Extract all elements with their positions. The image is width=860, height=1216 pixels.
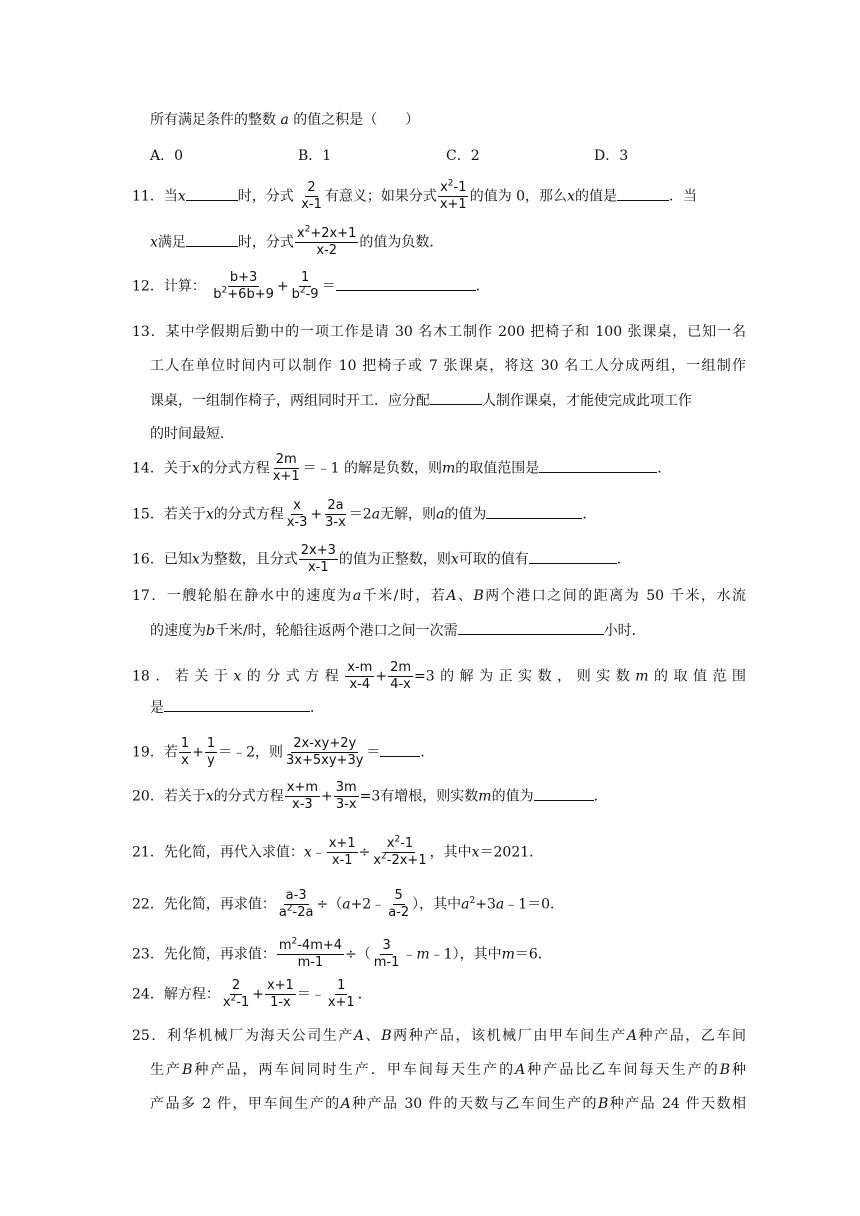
fraction	[277, 888, 316, 921]
text: 、	[456, 588, 474, 604]
fraction	[284, 736, 365, 769]
numerator: x	[293, 498, 301, 513]
text: ＝2	[348, 506, 372, 523]
answer-blank	[430, 390, 482, 405]
question-11	[132, 180, 697, 213]
term: x	[296, 226, 305, 241]
term: x	[440, 180, 448, 195]
numerator: 2x-xy+2y	[293, 736, 357, 751]
text: 无解，则	[380, 506, 437, 523]
term: -2x+1	[386, 853, 427, 868]
operator: +	[276, 278, 289, 295]
text: ﹣	[402, 946, 417, 963]
question-23	[132, 938, 552, 971]
text: 一艘轮船在静水中的速度为	[166, 588, 353, 604]
question-number: 12．	[132, 278, 164, 295]
question-14	[132, 452, 671, 485]
numerator	[295, 226, 358, 243]
answer-blank	[186, 232, 238, 247]
fraction	[299, 180, 324, 213]
var: x	[150, 234, 158, 251]
text: 若关于	[174, 668, 234, 685]
text: 千米/时，轮船往返两个港口之间一次需	[214, 623, 458, 639]
text: 种产品 24 件天数相	[608, 1096, 747, 1112]
text: 产品多 2 件，甲车间生产的	[150, 1096, 341, 1112]
denominator: x+1	[327, 995, 355, 1010]
var: m	[501, 946, 515, 963]
exponent: 2	[394, 834, 401, 845]
question-number: 17．	[132, 588, 167, 604]
text: 工人在单位时间内可以制作 10 把椅子或 7 张课桌，将这 30 名工人分成两组，一组制作	[150, 358, 746, 374]
text: 当	[163, 188, 178, 205]
numerator: x+1	[266, 978, 294, 993]
text: ．	[475, 278, 490, 295]
var: x	[471, 844, 480, 861]
operator: +	[310, 506, 323, 523]
exponent: 2	[447, 178, 454, 189]
term: b	[213, 287, 222, 302]
question-13-line-2	[150, 356, 746, 376]
intro-text-end: 的值之积是（ ）	[293, 112, 420, 128]
text: 的值是	[574, 188, 617, 205]
denominator: x-3	[286, 515, 308, 530]
text: ．当	[668, 188, 697, 205]
numerator: 2m	[390, 660, 412, 675]
var: a	[371, 506, 381, 523]
var: A	[446, 588, 457, 604]
text: 种产品，乙车间	[636, 1028, 747, 1044]
var: A	[353, 1028, 365, 1044]
text: 的时间最短．	[150, 426, 234, 442]
fraction	[323, 498, 348, 531]
fraction	[277, 938, 344, 971]
text: ．	[357, 986, 372, 1003]
exponent: 2	[286, 903, 293, 914]
question-number: 23．	[132, 946, 164, 963]
text: =3	[359, 788, 381, 805]
fraction	[285, 498, 310, 531]
text: 生产	[150, 1062, 183, 1078]
var: B	[182, 1062, 193, 1078]
var: x	[303, 844, 312, 861]
numerator: x-m	[347, 660, 373, 675]
text: 两个港口之间的距离为 50 千米，水流	[483, 588, 747, 604]
choice-a: A．0	[150, 148, 184, 164]
text: 人制作课桌，才能使完成此项工作	[482, 393, 692, 409]
text: 小时．	[603, 623, 646, 639]
exponent: 2	[381, 851, 387, 862]
numerator: 2m	[275, 452, 297, 467]
question-number: 16．	[132, 551, 164, 568]
text: 的值为 0，那么	[469, 188, 568, 205]
term: x	[373, 853, 382, 868]
denominator: x-1	[331, 853, 353, 868]
term: +6b+9	[227, 287, 274, 302]
numerator: 3m	[335, 780, 357, 795]
denominator: x-1	[307, 560, 329, 575]
denominator	[277, 905, 316, 921]
question-25-line-3	[150, 1094, 746, 1114]
text: 为整数，且分式	[199, 551, 298, 568]
question-17	[132, 586, 746, 606]
answer-choices	[150, 146, 742, 166]
numerator: a-3	[285, 888, 307, 903]
question-18	[132, 660, 746, 693]
term: -1	[236, 995, 250, 1010]
question-13-line-4	[150, 424, 234, 444]
fraction	[345, 660, 374, 693]
numerator: b+3	[229, 270, 258, 285]
intro-var: a	[280, 112, 289, 128]
fraction	[371, 836, 428, 869]
text: 种	[729, 1062, 747, 1078]
fraction	[265, 978, 296, 1011]
var: x	[233, 668, 242, 685]
var: m	[635, 668, 649, 685]
text: 课桌，一组制作椅子，两组同时开工．应分配	[150, 393, 430, 409]
numerator: 2	[231, 978, 241, 993]
term: -1	[453, 180, 467, 195]
var: x	[567, 188, 575, 205]
question-18-line-2	[150, 697, 324, 718]
fraction	[388, 660, 413, 693]
numerator: 1	[300, 270, 310, 285]
operator: +	[320, 788, 333, 805]
numerator: x+1	[328, 836, 356, 851]
choice-c: C．2	[446, 148, 480, 164]
var: A	[340, 1096, 351, 1112]
fraction	[211, 270, 276, 303]
denominator: x+1	[272, 469, 300, 484]
text: ，其中	[429, 844, 472, 861]
fraction	[221, 978, 251, 1011]
var: a	[352, 588, 362, 604]
text: 两种产品，该机械厂由甲车间生产	[391, 1028, 627, 1044]
var: A	[626, 1028, 637, 1044]
exponent: 2	[291, 936, 298, 947]
numerator	[277, 938, 344, 955]
question-17-line-2	[150, 620, 646, 641]
term: a	[278, 905, 287, 920]
numerator: 1	[206, 736, 216, 751]
text: 的值为负数．	[359, 234, 444, 251]
term: -9	[305, 287, 319, 302]
denominator	[211, 287, 276, 303]
text: 关于	[163, 460, 192, 477]
term: x	[222, 995, 231, 1010]
question-25-line-2	[150, 1060, 746, 1080]
answer-blank	[458, 620, 604, 635]
var: a	[342, 896, 351, 913]
operator: ＝	[366, 744, 381, 761]
denominator	[221, 995, 251, 1011]
text: 的分式方程	[241, 668, 345, 685]
question-number: 20．	[132, 788, 164, 805]
numerator: x+m	[286, 780, 318, 795]
denominator: x-3	[292, 797, 313, 812]
var: B	[719, 1062, 730, 1078]
question-number: 19．	[132, 744, 164, 761]
denominator: m-1	[297, 955, 324, 970]
text: ＝6．	[514, 946, 552, 963]
question-number: 25．	[132, 1028, 167, 1044]
exponent: 2	[299, 285, 306, 296]
text: ．	[310, 700, 324, 716]
answer-blank	[617, 186, 669, 201]
denominator: m-1	[373, 955, 400, 970]
text: +3	[475, 896, 496, 913]
operator: ﹣	[311, 844, 326, 861]
answer-blank	[529, 549, 617, 564]
exponent: 2	[304, 224, 311, 235]
fraction	[372, 938, 402, 971]
var: B	[473, 588, 484, 604]
text: ＝﹣	[296, 986, 325, 1003]
term: -1	[400, 836, 414, 851]
question-13	[132, 322, 746, 342]
operator: ÷	[358, 844, 371, 861]
operator: +	[192, 744, 204, 761]
text: 可取的值有	[458, 551, 529, 568]
text: 解方程：	[163, 986, 220, 1003]
question-number: 11．	[132, 188, 164, 205]
fraction	[299, 543, 338, 576]
text: ﹣1），其中	[429, 946, 502, 963]
fraction	[327, 836, 358, 869]
numerator	[385, 836, 415, 853]
question-number: 15．	[132, 506, 164, 523]
denominator	[290, 287, 321, 303]
text: ÷（	[316, 896, 343, 913]
text: 的速度为	[150, 623, 206, 639]
answer-blank	[186, 186, 238, 201]
denominator: a-2	[388, 905, 410, 920]
fraction	[326, 978, 357, 1011]
question-19	[132, 736, 434, 769]
text: 计算：	[163, 278, 206, 295]
numerator: 5	[394, 888, 403, 903]
text: 的取值范围是	[455, 460, 540, 477]
text: ÷（	[345, 946, 371, 963]
question-number: 22．	[132, 896, 164, 913]
text: ．	[582, 506, 597, 523]
var: A	[515, 1062, 526, 1078]
text: 的解为正实数，则实数	[434, 668, 636, 685]
answer-blank	[164, 697, 310, 712]
text: ＝﹣2，则	[218, 744, 284, 761]
var: x	[205, 788, 214, 805]
denominator: x-1	[301, 197, 322, 212]
var: x	[205, 506, 214, 523]
text: 先化简，再代入求值：	[163, 844, 304, 861]
text: 种产品，两车间同时生产．甲车间每天生产的	[192, 1062, 516, 1078]
text: 是	[150, 700, 164, 716]
numerator: 1	[337, 978, 346, 993]
var: m	[441, 460, 456, 477]
text: 先化简，再求值：	[163, 896, 276, 913]
text: 千米/时，若	[361, 588, 447, 604]
denominator: x-2	[316, 243, 337, 258]
text: ．	[593, 788, 608, 805]
text: 某中学假期后勤中的一项工作是请 30 名木工制作 200 把椅子和 100 张课桌，已知一名	[165, 324, 746, 340]
term: m	[278, 938, 292, 953]
text: 种产品 30 件的天数与乙车间生产的	[350, 1096, 598, 1112]
denominator: y	[207, 753, 215, 768]
var: b	[206, 623, 215, 639]
denominator	[371, 853, 428, 869]
question-24	[132, 978, 372, 1011]
operator: ＝	[321, 278, 336, 295]
text: 满足	[157, 234, 186, 251]
text: ），其中	[412, 896, 462, 913]
denominator: x-4	[349, 677, 371, 692]
intro-text: 所有满足条件的整数	[150, 112, 276, 128]
text: 先化简，再求值：	[163, 946, 276, 963]
question-13-line-3	[150, 390, 692, 411]
var: B	[598, 1096, 609, 1112]
text: 时，分式	[237, 234, 294, 251]
var: B	[381, 1028, 392, 1044]
text: 的分式方程	[213, 506, 284, 523]
var: m	[478, 788, 492, 805]
term: +2x+1	[310, 226, 357, 241]
text: 有意义；如果分式	[324, 188, 437, 205]
var: x	[450, 551, 459, 568]
denominator: x+1	[439, 197, 467, 212]
question-number: 14．	[132, 460, 164, 477]
denominator: 1-x	[270, 995, 291, 1010]
question-number: 13．	[132, 324, 166, 340]
term: x	[386, 836, 395, 851]
var: x	[177, 188, 186, 205]
question-15	[132, 498, 596, 531]
var: a	[436, 506, 445, 523]
answer-blank	[336, 276, 476, 291]
fraction	[290, 270, 321, 303]
question-21	[132, 836, 543, 869]
text: ＝﹣1 的解是负数，则	[302, 460, 442, 477]
choice-b: B．1	[298, 148, 332, 164]
answer-blank	[534, 786, 594, 801]
text: 的值为正整数，则	[338, 551, 451, 568]
term: -4m+4	[297, 938, 343, 953]
term: -2a	[292, 905, 314, 920]
answer-blank	[380, 742, 420, 757]
var: x	[191, 460, 200, 477]
text: 的分式方程	[199, 460, 270, 477]
denominator: 3-x	[335, 797, 357, 812]
exponent: 2	[221, 285, 228, 296]
text: 有增根，则实数	[380, 788, 479, 805]
text: 种产品比乙车间每天生产的	[525, 1062, 720, 1078]
text: +2﹣	[350, 896, 386, 913]
fraction	[295, 226, 358, 259]
var: m	[416, 946, 430, 963]
text: 时，分式	[237, 188, 294, 205]
numerator: 2a	[327, 498, 344, 513]
text: 的值为	[444, 506, 487, 523]
fraction	[179, 736, 191, 769]
intro-line	[150, 110, 419, 130]
numerator: 3	[382, 938, 391, 953]
var: x	[191, 551, 200, 568]
exponent: 2	[469, 895, 476, 906]
fraction	[285, 780, 320, 813]
denominator: 3-x	[325, 515, 346, 530]
text: 若关于	[163, 788, 206, 805]
question-number: 21．	[132, 844, 164, 861]
numerator: 2x+3	[300, 543, 336, 558]
text: 已知	[163, 551, 192, 568]
question-number: 18．	[132, 668, 175, 685]
question-20	[132, 780, 608, 813]
fraction	[334, 780, 359, 813]
answer-blank	[539, 458, 657, 473]
question-number: 24．	[132, 986, 164, 1003]
text: =3	[414, 668, 435, 685]
question-12	[132, 270, 490, 303]
fraction	[438, 180, 469, 213]
text: ．	[420, 744, 435, 761]
term: b	[291, 287, 300, 302]
text: 的取值范围	[648, 668, 747, 685]
text: 若关于	[163, 506, 206, 523]
fraction	[205, 736, 217, 769]
text: 若	[163, 744, 178, 761]
question-11-line-2	[150, 226, 443, 259]
text: 的分式方程	[213, 788, 284, 805]
text: ﹣1＝0．	[504, 896, 565, 913]
text: ．	[657, 460, 672, 477]
numerator	[438, 180, 468, 197]
operator: +	[252, 986, 264, 1003]
question-25	[132, 1026, 746, 1046]
text: 、	[364, 1028, 382, 1044]
numerator: 2	[307, 180, 316, 195]
text: 的值为	[491, 788, 534, 805]
var: a	[495, 896, 505, 913]
numerator: 1	[180, 736, 190, 751]
question-16	[132, 543, 631, 576]
text: ．	[616, 551, 631, 568]
fraction	[271, 452, 302, 485]
fraction	[386, 888, 411, 921]
choice-d: D．3	[594, 148, 629, 164]
exponent: 2	[230, 993, 237, 1004]
text: 利华机械厂为海天公司生产	[166, 1028, 354, 1044]
question-22	[132, 888, 564, 921]
denominator: 4-x	[390, 677, 411, 692]
answer-blank	[486, 504, 582, 519]
denominator: 3x+5xy+3y	[286, 753, 364, 768]
denominator: x	[181, 753, 189, 768]
text: ＝2021．	[479, 844, 544, 861]
operator: +	[375, 668, 388, 685]
var: a	[461, 896, 470, 913]
